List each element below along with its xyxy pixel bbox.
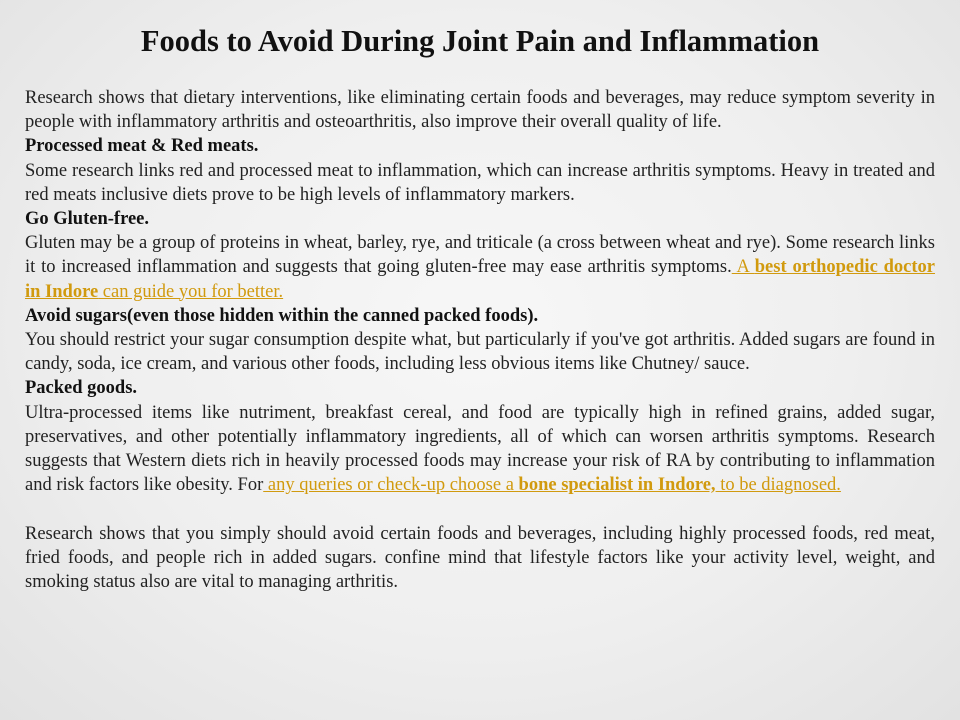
orthopedic-link-prefix: A — [731, 257, 755, 278]
bone-link-suffix: to be diagnosed. — [715, 475, 841, 496]
bone-specialist-link[interactable] — [263, 475, 841, 495]
section-paragraph-gluten-free — [25, 231, 935, 304]
section-heading-packed-goods: Packed goods. — [25, 378, 138, 399]
page-title: Foods to Avoid During Joint Pain and Inflammation — [140, 24, 820, 58]
section-text-avoid-sugars: You should restrict your sugar consumption despite what, but particularly if you've got arthritis. Added sugars are found in candy, soda, ice cream, and various other foods, including less obvious items like Chutney/ sauce. — [25, 330, 935, 375]
section-heading-gluten-free: Go Gluten-free. — [25, 209, 149, 230]
article-body — [25, 86, 935, 594]
section-text-processed-meat: Some research links red and processed meat to inflammation, which can increase arthritis symptoms. Heavy in treated and red meats inclusive diets prove to be high levels of inflammatory markers. — [25, 160, 935, 205]
conclusion-paragraph: Research shows that you simply should avoid certain foods and beverages, including highly processed foods, red meat, fried foods, and people rich in added sugars. confine mind that lifestyle factors like your activity level, weight, and smoking status also are vital to managing arthritis. — [25, 523, 935, 593]
orthopedic-link-bold: best orthopedic doctor in Indore — [25, 257, 935, 302]
section-paragraph-packed-goods — [25, 401, 935, 498]
section-text-gluten-free: Gluten may be a group of proteins in wheat, barley, rye, and triticale (a cross between wheat and rye). Some research links it to increased inflammation and suggests that going gluten-free may ease arthritis symptoms. — [25, 233, 935, 278]
section-text-packed-goods: Ultra-processed items like nutriment, breakfast cereal, and food are typically high in refined grains, added sugar, preservatives, and other potentially inflammatory ingredients, all of which can worsen arthritis symptoms. Research suggests that Western diets rich in heavily processed foods may increase your risk of RA by contributing to inflammation and risk factors like obesity. For — [25, 402, 935, 496]
bone-link-bold: bone specialist in Indore, — [518, 475, 716, 496]
section-heading-processed-meat: Processed meat & Red meats. — [25, 136, 259, 157]
section-heading-avoid-sugars: Avoid sugars(even those hidden within the canned packed foods). — [25, 305, 539, 326]
orthopedic-link-suffix: can guide you for better. — [98, 281, 284, 302]
bone-link-prefix: any queries or check-up choose a — [263, 475, 519, 496]
paragraph-spacer — [25, 497, 935, 521]
intro-paragraph: Research shows that dietary interventions, like eliminating certain foods and beverages, may reduce symptom severity in people with inflammatory arthritis and osteoarthritis, also improve their overall quality of life. — [25, 88, 935, 133]
